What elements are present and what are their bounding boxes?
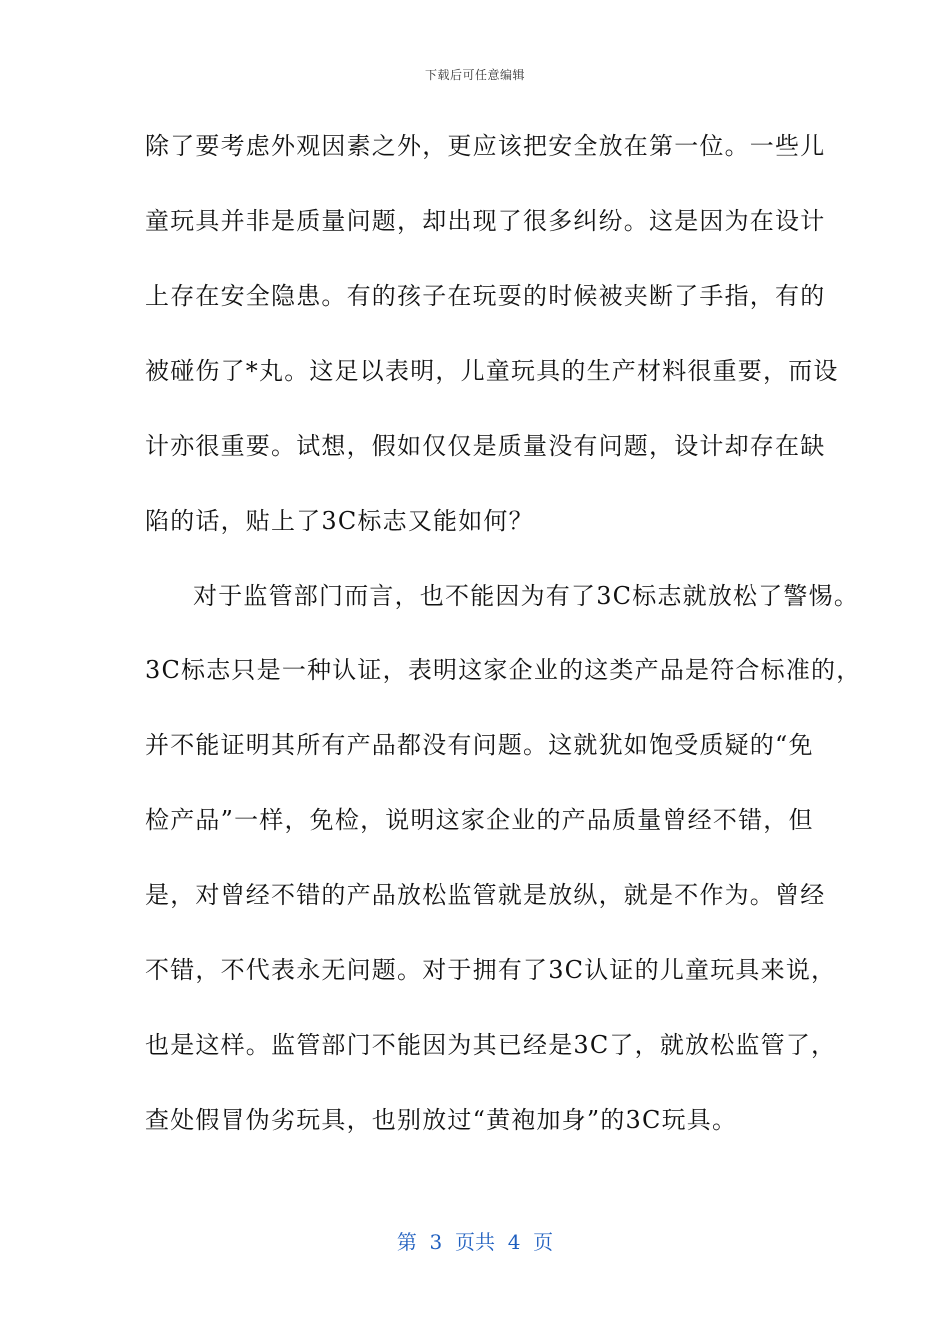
body-line-10: 检产品”一样，免检，说明这家企业的产品质量曾经不错，但 [145,806,814,834]
body-line-5: 计亦很重要。试想，假如仅仅是质量没有问题，设计却存在缺 [145,432,826,460]
body-line-8: 3C标志只是一种认证，表明这家企业的这类产品是符合标准的， [145,656,862,684]
body-line-1: 除了要考虑外观因素之外，更应该把安全放在第一位。一些儿 [145,132,826,160]
paragraph-2-first-line: 对于监管部门而言，也不能因为有了3C标志就放松了警惕。 [193,582,860,610]
body-line-4: 被碰伤了*丸。这足以表明，儿童玩具的生产材料很重要，而设 [145,357,839,385]
page-header: 下载后可任意编辑 [424,68,525,82]
body-line-9: 并不能证明其所有产品都没有问题。这就犹如饱受质疑的“免 [145,731,814,759]
body-line-6: 陷的话，贴上了3C标志又能如何？ [145,507,534,535]
body-line-2: 童玩具并非是质量问题，却出现了很多纠纷。这是因为在设计 [145,207,826,235]
body-line-11: 是，对曾经不错的产品放松监管就是放纵，就是不作为。曾经 [145,881,826,909]
body-line-14: 查处假冒伪劣玩具，也别放过“黄袍加身”的3C玩具。 [145,1106,738,1134]
body-line-12: 不错，不代表永无问题。对于拥有了3C认证的儿童玩具来说， [145,956,837,984]
body-line-3: 上存在安全隐患。有的孩子在玩耍的时候被夹断了手指，有的 [145,282,826,310]
body-line-13: 也是这样。监管部门不能因为其已经是3C了，就放松监管了， [145,1031,837,1059]
page-footer: 第 3 页共 4 页 [396,1230,554,1254]
